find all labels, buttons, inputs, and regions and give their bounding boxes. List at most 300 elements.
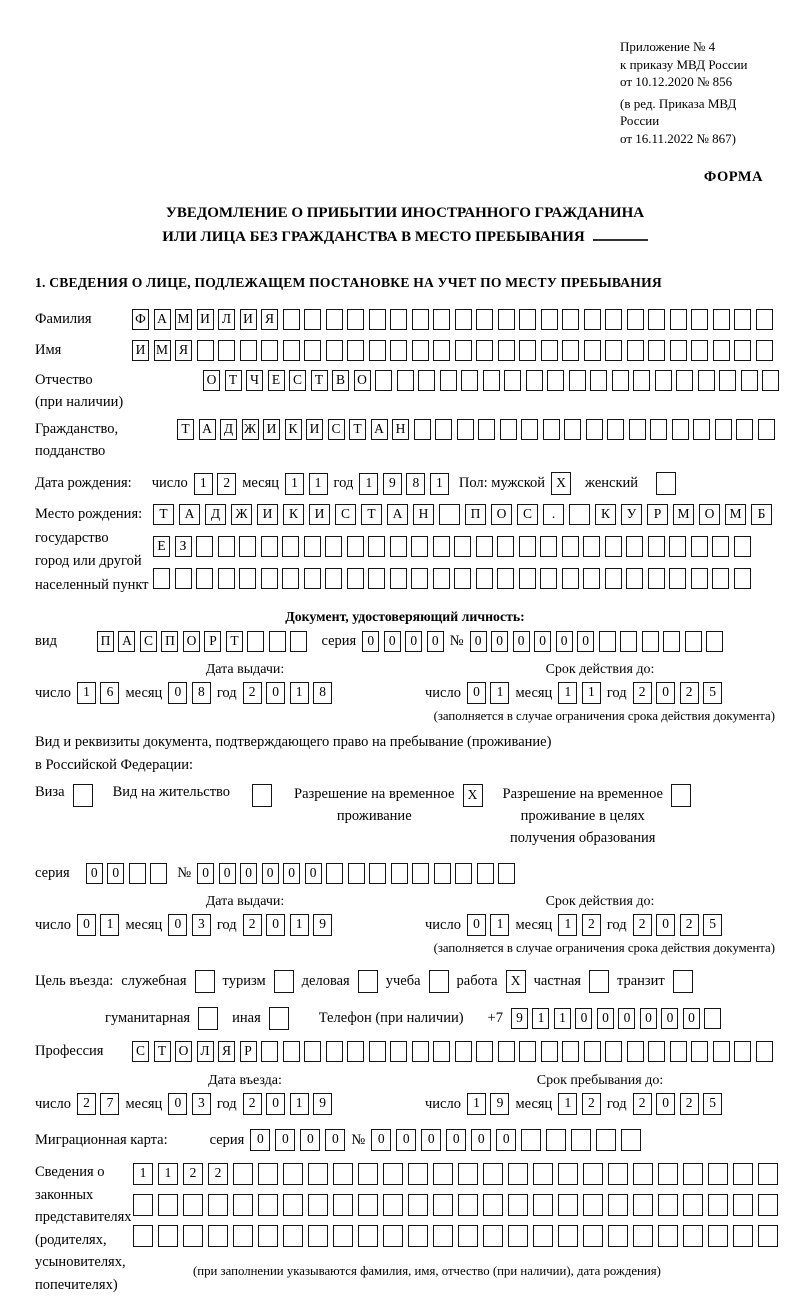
char-box[interactable]: 5 [703,1093,722,1115]
char-box[interactable] [483,1163,503,1185]
char-box[interactable] [633,1163,653,1185]
char-box[interactable] [713,309,730,330]
char-box[interactable] [282,568,299,589]
char-box[interactable] [261,340,278,361]
char-box[interactable] [133,1225,153,1247]
char-box[interactable] [383,1194,403,1216]
char-box[interactable]: 9 [511,1008,528,1029]
char-box[interactable] [519,340,536,361]
char-box[interactable]: И [197,309,214,330]
char-box[interactable] [282,536,299,557]
char-box[interactable]: 2 [680,1093,699,1115]
birth-month-input[interactable] [285,473,328,495]
char-box[interactable]: 2 [680,682,699,704]
char-box[interactable]: Д [220,419,237,440]
stay-doc-issue-day[interactable] [77,914,120,936]
char-box[interactable]: 0 [618,1008,635,1029]
char-box[interactable] [648,340,665,361]
char-box[interactable] [541,1041,558,1062]
char-box[interactable] [458,1194,478,1216]
char-box[interactable] [218,568,235,589]
char-box[interactable] [383,1163,403,1185]
char-box[interactable] [326,309,343,330]
char-box[interactable] [715,419,732,440]
char-box[interactable] [541,340,558,361]
char-box[interactable]: 1 [158,1163,178,1185]
char-box[interactable]: П [161,631,178,652]
char-box[interactable] [383,1225,403,1247]
identity-valid-month[interactable] [558,682,601,704]
char-box[interactable] [533,1225,553,1247]
char-box[interactable]: 1 [490,682,509,704]
char-box[interactable]: Ф [132,309,149,330]
char-box[interactable] [333,1163,353,1185]
char-box[interactable] [369,1041,386,1062]
char-box[interactable]: И [240,309,257,330]
char-box[interactable] [756,309,773,330]
char-box[interactable] [734,340,751,361]
char-box[interactable] [440,370,457,391]
char-box[interactable]: 0 [305,863,322,884]
char-box[interactable] [672,419,689,440]
char-box[interactable]: 1 [532,1008,549,1029]
char-box[interactable]: А [118,631,135,652]
char-box[interactable] [247,631,264,652]
char-box[interactable] [347,340,364,361]
char-box[interactable] [233,1163,253,1185]
char-box[interactable]: 1 [359,473,378,495]
char-box[interactable] [414,419,431,440]
char-box[interactable] [562,536,579,557]
char-box[interactable] [633,370,650,391]
char-box[interactable]: М [154,340,171,361]
char-box[interactable]: 1 [133,1163,153,1185]
stay-doc-issue-month[interactable] [168,914,211,936]
char-box[interactable] [348,863,365,884]
identity-doc-series-input[interactable] [362,631,444,652]
char-box[interactable] [670,309,687,330]
char-box[interactable]: Д [205,504,226,525]
char-box[interactable] [719,370,736,391]
surname-input[interactable] [132,309,773,330]
char-box[interactable] [663,631,680,652]
char-box[interactable]: 0 [266,914,285,936]
identity-issue-month[interactable] [168,682,211,704]
char-box[interactable] [658,1194,678,1216]
char-box[interactable]: 0 [534,631,551,652]
char-box[interactable] [571,1129,591,1151]
char-box[interactable] [408,1225,428,1247]
char-box[interactable]: 0 [656,682,675,704]
char-box[interactable] [626,536,643,557]
char-box[interactable] [240,340,257,361]
char-box[interactable] [621,1129,641,1151]
char-box[interactable]: 0 [197,863,214,884]
char-box[interactable] [583,536,600,557]
char-box[interactable] [704,1008,721,1029]
char-box[interactable] [326,340,343,361]
char-box[interactable] [586,419,603,440]
char-box[interactable] [458,1225,478,1247]
char-box[interactable]: 0 [491,631,508,652]
char-box[interactable] [546,1129,566,1151]
char-box[interactable]: Ч [246,370,263,391]
char-box[interactable]: 2 [208,1163,228,1185]
stay-until-month[interactable] [558,1093,601,1115]
char-box[interactable] [650,419,667,440]
char-box[interactable]: Т [154,1041,171,1062]
char-box[interactable] [658,1163,678,1185]
char-box[interactable] [734,536,751,557]
sex-female-checkbox[interactable] [656,472,676,495]
char-box[interactable] [605,568,622,589]
char-box[interactable]: Т [361,504,382,525]
char-box[interactable] [347,568,364,589]
char-box[interactable] [358,1163,378,1185]
char-box[interactable]: 9 [383,473,402,495]
char-box[interactable]: О [203,370,220,391]
char-box[interactable] [304,340,321,361]
char-box[interactable]: 0 [86,863,103,884]
char-box[interactable] [758,1225,778,1247]
char-box[interactable] [433,1225,453,1247]
char-box[interactable]: У [621,504,642,525]
char-box[interactable] [543,419,560,440]
char-box[interactable] [698,370,715,391]
char-box[interactable] [454,568,471,589]
patronymic-input[interactable] [203,370,779,391]
char-box[interactable]: 1 [100,914,119,936]
char-box[interactable] [304,1041,321,1062]
char-box[interactable] [626,568,643,589]
char-box[interactable] [258,1225,278,1247]
char-box[interactable]: Л [197,1041,214,1062]
char-box[interactable]: П [465,504,486,525]
entry-year[interactable] [243,1093,333,1115]
char-box[interactable] [498,309,515,330]
char-box[interactable]: Ж [242,419,259,440]
char-box[interactable] [433,340,450,361]
char-box[interactable] [308,1194,328,1216]
char-box[interactable] [158,1194,178,1216]
temp-residence-checkbox[interactable]: X [463,784,483,807]
char-box[interactable] [676,370,693,391]
char-box[interactable] [412,1041,429,1062]
char-box[interactable] [476,536,493,557]
char-box[interactable] [418,370,435,391]
char-box[interactable]: 1 [290,914,309,936]
char-box[interactable] [455,309,472,330]
char-box[interactable] [261,568,278,589]
char-box[interactable] [283,1225,303,1247]
char-box[interactable]: 0 [656,914,675,936]
char-box[interactable] [283,1041,300,1062]
char-box[interactable] [397,370,414,391]
char-box[interactable] [239,536,256,557]
char-box[interactable] [733,1163,753,1185]
char-box[interactable]: И [132,340,149,361]
char-box[interactable] [368,568,385,589]
given-name-input[interactable] [132,340,773,361]
char-box[interactable] [455,1041,472,1062]
char-box[interactable] [670,340,687,361]
char-box[interactable]: 1 [554,1008,571,1029]
char-box[interactable]: Р [204,631,221,652]
char-box[interactable] [497,568,514,589]
char-box[interactable]: 1 [582,682,601,704]
char-box[interactable] [133,1194,153,1216]
char-box[interactable]: 0 [683,1008,700,1029]
char-box[interactable]: Л [218,309,235,330]
char-box[interactable] [369,309,386,330]
char-box[interactable]: А [179,504,200,525]
char-box[interactable]: 0 [446,1129,466,1151]
char-box[interactable]: Р [647,504,668,525]
char-box[interactable] [712,536,729,557]
purpose-turizm-checkbox[interactable] [274,970,294,993]
char-box[interactable]: С [140,631,157,652]
char-box[interactable]: 0 [250,1129,270,1151]
char-box[interactable] [633,1194,653,1216]
char-box[interactable]: Т [153,504,174,525]
migration-number-input[interactable] [371,1129,641,1151]
char-box[interactable] [558,1194,578,1216]
char-box[interactable] [608,1194,628,1216]
char-box[interactable]: Р [240,1041,257,1062]
char-box[interactable]: 9 [313,914,332,936]
char-box[interactable] [258,1163,278,1185]
birth-year-input[interactable] [359,473,449,495]
char-box[interactable] [390,536,407,557]
char-box[interactable] [358,1225,378,1247]
stay-until-year[interactable] [633,1093,723,1115]
char-box[interactable] [153,568,170,589]
char-box[interactable] [607,419,624,440]
char-box[interactable]: 9 [490,1093,509,1115]
char-box[interactable] [708,1194,728,1216]
char-box[interactable] [498,340,515,361]
char-box[interactable] [476,340,493,361]
char-box[interactable] [533,1194,553,1216]
char-box[interactable]: 0 [275,1129,295,1151]
char-box[interactable]: 8 [313,682,332,704]
char-box[interactable] [612,370,629,391]
char-box[interactable]: Я [218,1041,235,1062]
char-box[interactable]: 2 [77,1093,96,1115]
char-box[interactable] [476,568,493,589]
char-box[interactable] [599,631,616,652]
char-box[interactable] [733,1194,753,1216]
char-box[interactable]: 0 [107,863,124,884]
char-box[interactable]: 0 [266,682,285,704]
char-box[interactable] [648,568,665,589]
char-box[interactable] [455,340,472,361]
purpose-delovaya-checkbox[interactable] [358,970,378,993]
char-box[interactable]: 1 [558,682,577,704]
identity-doc-number-input[interactable] [470,631,724,652]
char-box[interactable] [547,370,564,391]
char-box[interactable] [183,1194,203,1216]
char-box[interactable] [562,340,579,361]
char-box[interactable] [434,863,451,884]
char-box[interactable] [258,1194,278,1216]
char-box[interactable]: 2 [633,914,652,936]
char-box[interactable] [158,1225,178,1247]
char-box[interactable] [433,309,450,330]
char-box[interactable] [683,1194,703,1216]
char-box[interactable] [411,568,428,589]
char-box[interactable] [233,1194,253,1216]
char-box[interactable] [455,863,472,884]
char-box[interactable] [390,309,407,330]
char-box[interactable] [608,1163,628,1185]
char-box[interactable] [175,568,192,589]
char-box[interactable] [713,1041,730,1062]
char-box[interactable] [558,1225,578,1247]
char-box[interactable] [541,309,558,330]
char-box[interactable]: 0 [396,1129,416,1151]
char-box[interactable] [521,419,538,440]
char-box[interactable] [497,536,514,557]
char-box[interactable] [347,536,364,557]
char-box[interactable] [283,1194,303,1216]
char-box[interactable] [756,340,773,361]
char-box[interactable] [519,309,536,330]
char-box[interactable] [433,568,450,589]
char-box[interactable] [433,536,450,557]
char-box[interactable] [693,419,710,440]
char-box[interactable]: 0 [283,863,300,884]
char-box[interactable]: О [699,504,720,525]
char-box[interactable] [736,419,753,440]
char-box[interactable] [461,370,478,391]
char-box[interactable]: 0 [640,1008,657,1029]
purpose-inaya-checkbox[interactable] [269,1007,289,1030]
char-box[interactable] [433,1163,453,1185]
representatives-input-line2[interactable] [133,1194,778,1216]
char-box[interactable]: Я [175,340,192,361]
char-box[interactable]: 2 [582,1093,601,1115]
char-box[interactable] [605,536,622,557]
char-box[interactable] [233,1225,253,1247]
char-box[interactable] [283,1163,303,1185]
char-box[interactable] [629,419,646,440]
char-box[interactable] [283,309,300,330]
char-box[interactable]: 0 [427,631,444,652]
char-box[interactable] [483,1225,503,1247]
char-box[interactable]: М [725,504,746,525]
char-box[interactable]: Е [268,370,285,391]
char-box[interactable] [435,419,452,440]
char-box[interactable]: С [335,504,356,525]
char-box[interactable] [605,309,622,330]
char-box[interactable] [519,1041,536,1062]
char-box[interactable] [508,1194,528,1216]
char-box[interactable] [620,631,637,652]
char-box[interactable]: 0 [467,914,486,936]
char-box[interactable] [562,309,579,330]
char-box[interactable] [633,1225,653,1247]
birth-place-input-line1[interactable] [153,504,772,525]
char-box[interactable] [521,1129,541,1151]
char-box[interactable]: 2 [243,914,262,936]
birth-day-input[interactable] [194,473,237,495]
char-box[interactable] [454,536,471,557]
char-box[interactable] [196,568,213,589]
char-box[interactable]: А [387,504,408,525]
char-box[interactable]: Т [177,419,194,440]
char-box[interactable] [741,370,758,391]
char-box[interactable] [369,863,386,884]
char-box[interactable]: К [283,504,304,525]
profession-input[interactable] [132,1041,773,1062]
purpose-sluzhebnaya-checkbox[interactable] [195,970,215,993]
char-box[interactable] [391,863,408,884]
char-box[interactable] [691,1041,708,1062]
char-box[interactable]: 0 [168,1093,187,1115]
purpose-gumanitarnaya-checkbox[interactable] [198,1007,218,1030]
char-box[interactable] [483,370,500,391]
char-box[interactable] [685,631,702,652]
char-box[interactable]: 0 [262,863,279,884]
char-box[interactable]: А [371,419,388,440]
identity-issue-day[interactable] [77,682,120,704]
char-box[interactable] [596,1129,616,1151]
char-box[interactable]: И [306,419,323,440]
char-box[interactable] [691,536,708,557]
char-box[interactable] [605,1041,622,1062]
char-box[interactable]: 0 [240,863,257,884]
char-box[interactable]: И [309,504,330,525]
char-box[interactable] [758,1194,778,1216]
char-box[interactable]: 0 [300,1129,320,1151]
char-box[interactable]: 0 [575,1008,592,1029]
char-box[interactable] [358,1194,378,1216]
char-box[interactable] [369,340,386,361]
char-box[interactable] [290,631,307,652]
char-box[interactable]: 2 [633,682,652,704]
char-box[interactable] [756,1041,773,1062]
char-box[interactable]: 1 [309,473,328,495]
char-box[interactable]: О [491,504,512,525]
migration-series-input[interactable] [250,1129,345,1151]
char-box[interactable] [326,1041,343,1062]
representatives-input-line1[interactable] [133,1163,778,1185]
char-box[interactable]: 0 [168,914,187,936]
char-box[interactable] [713,340,730,361]
char-box[interactable]: С [328,419,345,440]
char-box[interactable] [508,1225,528,1247]
char-box[interactable]: 0 [470,631,487,652]
char-box[interactable] [583,1225,603,1247]
char-box[interactable]: 0 [513,631,530,652]
char-box[interactable]: 8 [406,473,425,495]
char-box[interactable] [308,1163,328,1185]
char-box[interactable] [519,536,536,557]
char-box[interactable] [648,309,665,330]
sex-male-checkbox[interactable]: X [551,472,571,495]
char-box[interactable] [569,370,586,391]
char-box[interactable] [691,340,708,361]
identity-valid-year[interactable] [633,682,723,704]
char-box[interactable] [325,536,342,557]
char-box[interactable] [347,1041,364,1062]
char-box[interactable]: Т [311,370,328,391]
char-box[interactable] [627,1041,644,1062]
char-box[interactable]: 1 [558,1093,577,1115]
char-box[interactable] [734,309,751,330]
char-box[interactable] [655,370,672,391]
